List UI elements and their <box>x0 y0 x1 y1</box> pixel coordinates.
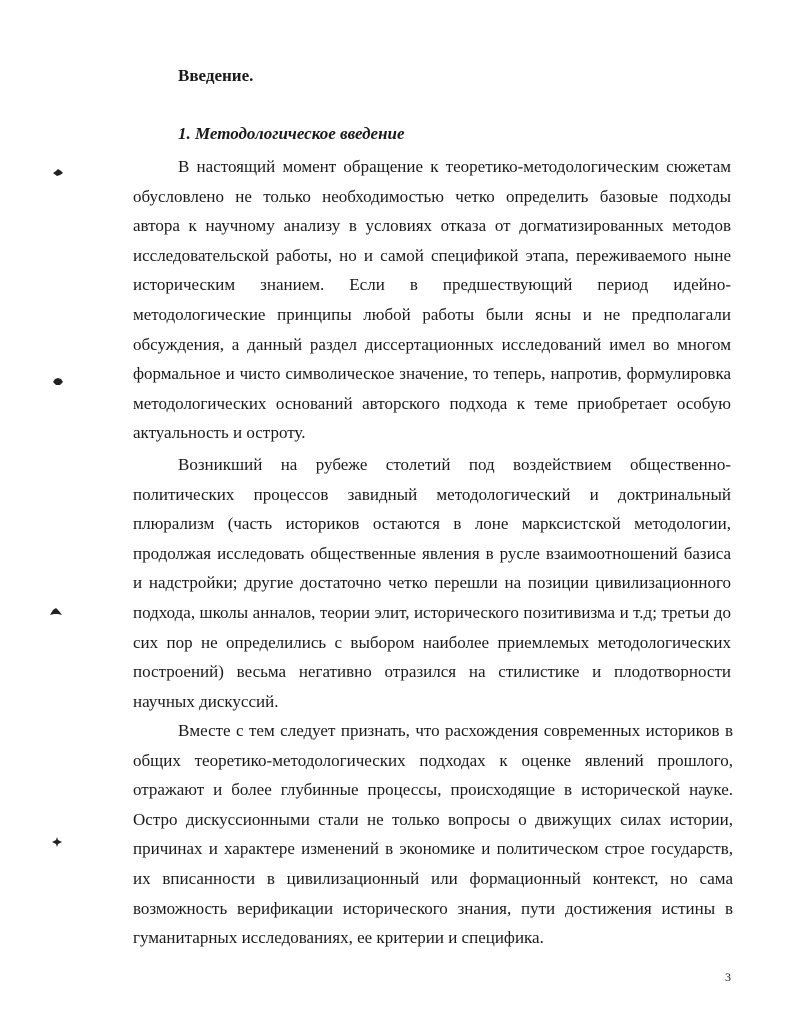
subsection-heading: 1. Методологическое введение <box>178 124 405 143</box>
margin-hole-mark <box>52 168 64 178</box>
section-heading: Введение. <box>178 66 254 85</box>
margin-hole-mark <box>51 836 63 846</box>
margin-hole-mark <box>49 607 61 617</box>
paragraph-1: В настоящий момент обращение к теоретико-методологическим сюжетам обусловлено не только необходимостью четко определить базовые подходы автора к научному анализу в условиях отказа от догматизированных методов исследовательской работы, но и самой спецификой этапа, переживаемого ныне историческим знанием. Если в предшествующий период идейно-методологические принципы любой работы были ясны и не предполагали обсуждения, а данный раздел диссертационных исследований имел во многом формальное и чисто символическое значение, то теперь, напротив, формулировка методологических оснований авторского подхода к теме приобретает особую актуальность и остроту. <box>133 157 731 443</box>
paragraph-2: Возникший на рубеже столетий под воздействием общественно-политических процессов завидный методологический и доктринальный плюрализм (часть историков остаются в лоне марксистской методологии, продолжая исследовать общественные явления в русле взаимоотношений базиса и надстройки; другие достаточно четко перешли на позиции цивилизационного подхода, школы анналов, теории элит, исторического позитивизма и т.д; третьи до сих пор не определились с выбором наиболее приемлемых методологических построений) весьма негативно отразился на стилистике и плодотворности научных дискуссий. <box>133 455 731 711</box>
margin-hole-mark <box>52 377 64 387</box>
paragraph-3: Вместе с тем следует признать, что расхождения современных историков в общих теоретико-методологических подходах к оценке явлений прошлого, отражают и более глубинные процессы, происходящие в исторической науке. Остро дискуссионными стали не только вопросы о движущих силах истории, причинах и характере изменений в экономике и политическом строе государств, их вписанности в цивилизационный или формационный контекст, но сама возможность верификации исторического знания, пути достижения истины в гуманитарных исследованиях, ее критерии и специфика. <box>133 721 733 948</box>
page-number: 3 <box>725 970 731 984</box>
